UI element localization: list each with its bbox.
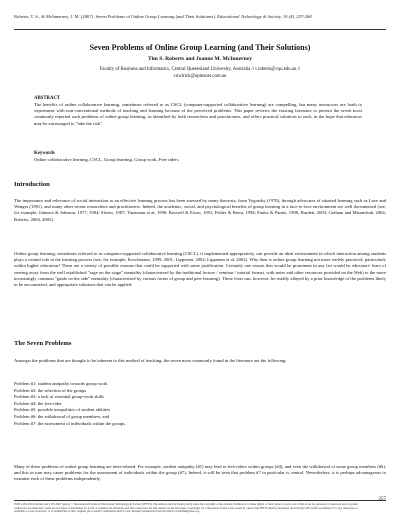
- affiliation-line-1: Faculty of Business and Informatics, Central Queensland University, Australia // t.roberts@cqu.edu.au //: [99, 67, 301, 72]
- header-rule: [14, 29, 386, 30]
- affiliation-line-2: cowlrick@optusnet.com.au: [173, 74, 227, 79]
- problem-item: Problem #2: the selection of the groups: [14, 387, 87, 393]
- abstract-text: The benefits of online collaborative learning, sometimes referred to as CSCL (computer-supported collaborative learning) are compelling, but many instructors are loath to experiment with non-conventional methods of teaching and learning because of the perceived problems. This paper reviews the existing literature to present the seven most commonly reported such problems of online group learning, as identified by both researchers and practitioners, and offers practical solutions to each, in the hope that educators may be encouraged to "take the risk".: [34, 102, 362, 126]
- problem-item: Problem #6: the withdrawal of group members; and: [14, 413, 110, 419]
- journal-ref: Educational Technology & Society, 10 (4), 257-268.: [217, 14, 313, 19]
- seven-problems-closing: Many of these problems of online group learning are inter-related. For example, student antipathy (#1) may lead to free-riders within groups (#4), and even the withdrawal of some group members (#6), and this in turn may cause problems for the assessment of individuals within the group (#7). Indeed, it will be seen that problem #7 in particular is central. Nevertheless, it is perhaps advantageous to examine each of these problems independently,: [14, 464, 386, 482]
- problem-item: Problem #4: the free-rider: [14, 400, 62, 406]
- affiliation: [14, 66, 386, 80]
- introduction-paragraph-2: Online group learning, sometimes referred to as computer-supported collaborative learning (CSCL), if implemented appropriately, can provide an ideal environment in which interaction among students plays a central role in the learning process (see, for example, Koschmann, 1999, 2001; Lipponen, 2002; Lipponen et al, 2002). Why then is online group learning not more widely practiced, particularly within higher education? There are a variety of possible reasons that could be supported with some justification. Certainly one reason that would be prominent in any list would be educators' fears of veering away from the well established "sage on the stage" mentality (characterised by the traditional lecture / seminar / tutorial format, with notes and other resources provided on the Web) to the more increasingly common "guide on the side" mentality (characterised by various forms of group and peer learning). These fears can, however, be readily allayed by a prior knowledge of the problems likely to be encountered, and appropriate solutions that can be applied.: [14, 251, 386, 288]
- problem-item: Problem #7: the assessment of individuals within the groups.: [14, 420, 126, 426]
- keywords-heading: Keywords: [34, 151, 55, 156]
- copyright-footer: ISSN 1436-4522 (online) and 1176-3647 (print). © International Forum of Educational Technology & Society (IFETS). The authors and the forum jointly retain the copyright of the articles. Permission to make digital or hard copies of part or all of this work for personal or classroom use is granted without fee provided that copies are not made or distributed for profit or commercial advantage and that copies bear the full citation on the first page. Copyrights for components of this work owned by others than IFETS must be honoured. Abstracting with credit is permitted. To copy otherwise, to republish, to post on servers, or to redistribute to lists, requires prior specific permission and/or a fee. Request permissions from the editors at kinshuk@ieee.org.: [14, 502, 358, 514]
- problem-item: Problem #3: a lack of essential group-work skills: [14, 394, 105, 400]
- problem-list: [14, 381, 386, 427]
- paper-title: Seven Problems of Online Group Learning (and Their Solutions): [89, 43, 311, 52]
- footer-rule: [14, 500, 386, 501]
- problem-item: Problem #1: student antipathy towards group work: [14, 381, 108, 386]
- header-citation: [14, 14, 384, 20]
- introduction-heading: Introduction: [14, 181, 50, 188]
- paper-authors: Tim S. Roberts and Joanne M. McInnerney: [147, 56, 252, 62]
- page-number: 257: [378, 497, 386, 502]
- seven-problems-heading: The Seven Problems: [14, 340, 72, 347]
- seven-problems-intro: Amongst the problems that are thought to be inherent to this method of teaching, the seven most commonly found in the literature are the following:: [14, 358, 287, 363]
- keywords-text: Online collaborative learning, CSCL, Group learning, Group work, Free riders: [34, 157, 179, 162]
- introduction-paragraph-1: The importance and relevance of social interaction to an effective learning process has been stressed by many theorists, from Vygotsky (1978), through advocates of situated learning such as Lave and Wenger (1991), and many other recent researchers and practitioners. Indeed, the academic, social, and psychological benefits of group learning in a face-to-face environment are well documented (see, for example, Johnson & Johnson, 1977, 1984; Slavin, 1987; Tinzmann et al, 1990; Boswell & Eison, 1991; Felder & Brent, 1994; Panitz & Panitz, 1998; Burdett, 2003; Graham and Misanchuk, 2004; Roberts, 2004, 2005).: [14, 198, 386, 222]
- citation-text: Roberts, T. S., & McInnerney, J. M. (2007). Seven Problems of Online Group Learning (and Their Solutions).: [14, 14, 216, 19]
- problem-item: Problem #5: possible inequalities of student abilities: [14, 407, 111, 413]
- abstract-heading: ABSTRACT: [34, 96, 61, 101]
